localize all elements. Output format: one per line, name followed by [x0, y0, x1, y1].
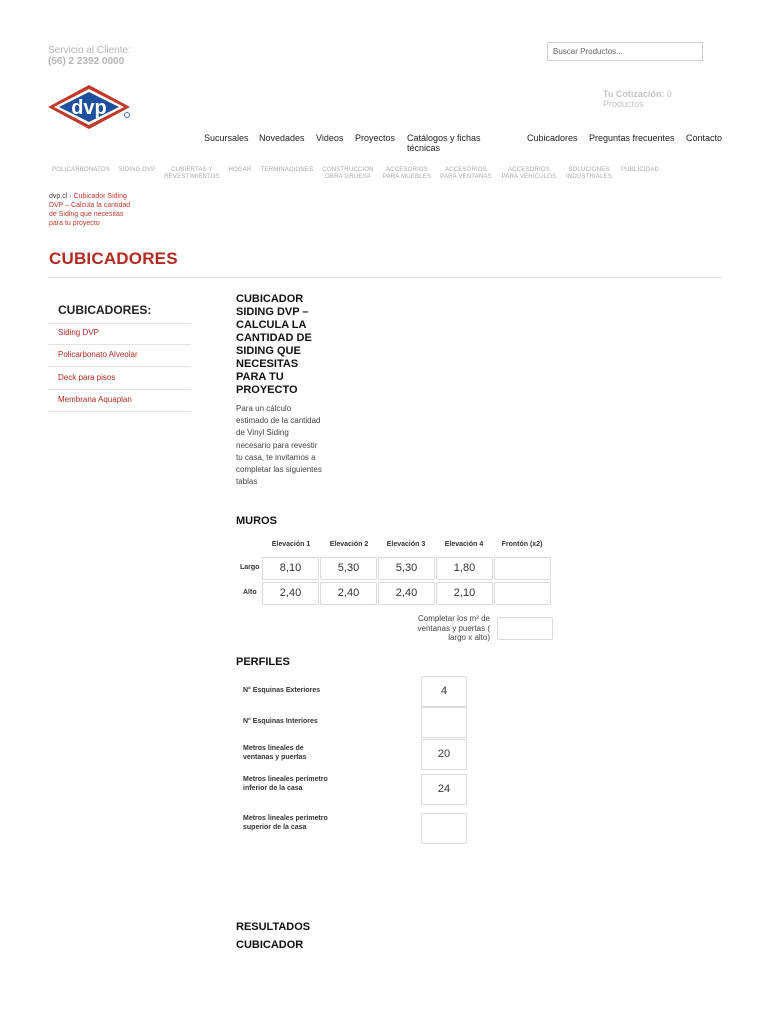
category-construccion[interactable]: CONSTRUCCION OBRA GRUESA	[322, 167, 374, 180]
category-publicidad[interactable]: PUBLICIDAD	[620, 167, 659, 173]
breadcrumb-home[interactable]: dvp.cl	[49, 193, 68, 200]
sidebar-divider	[48, 344, 191, 345]
nav-novedades[interactable]: Novedades	[259, 133, 305, 143]
nav-sucursales[interactable]: Sucursales	[204, 133, 249, 143]
sidebar-divider	[48, 389, 191, 390]
esquinas-exteriores-label: N° Esquinas Exteriores	[243, 687, 321, 694]
breadcrumb-separator: ›	[69, 193, 72, 200]
ventanas-puertas-input[interactable]: 20	[421, 739, 467, 770]
nav-proyectos[interactable]: Proyectos	[355, 133, 396, 143]
quote-unit: Productos	[603, 99, 644, 109]
nav-contacto[interactable]: Contacto	[686, 133, 723, 143]
alto-fronton-input[interactable]	[494, 582, 551, 605]
breadcrumb-current: Siding DVP – Calcula la cantidad de Siding que necesitas para tu proyecto	[49, 193, 131, 227]
quote-count: 0	[666, 89, 672, 99]
column-header: Frontón (x2)	[501, 541, 543, 548]
dvp-logo[interactable]	[46, 83, 132, 131]
column-header: Elevación 3	[386, 541, 426, 548]
sidebar-item-siding-dvp[interactable]: Siding DVP	[58, 328, 99, 337]
ventanas-puertas-label: Metros lineales de ventanas y puertas	[243, 745, 307, 761]
category-siding-dvp[interactable]: SIDING DVP	[118, 167, 156, 173]
esquinas-interiores-input[interactable]	[421, 707, 467, 738]
perimetro-superior-input[interactable]	[421, 813, 467, 844]
sidebar-divider	[48, 411, 191, 412]
calculator-intro: Para un cálculo estimado de la cantidad de Vinyl Siding necesario para revestir tu casa, te invitamos a completar las siguientes tablas	[236, 404, 322, 487]
largo-elevacion-4-input[interactable]: 1,80	[436, 557, 493, 580]
column-header: Elevación 4	[444, 541, 484, 548]
sidebar-divider	[48, 323, 191, 324]
category-terminaciones[interactable]: TERMINACIONES	[260, 167, 314, 173]
column-header: Elevación 1	[271, 541, 311, 548]
category-cubiertas[interactable]: CUBIERTAS Y REVESTIMIENTOS	[164, 167, 220, 180]
category-soluciones-industriales[interactable]: SOLUCIONES INDUSTRIALES	[565, 167, 613, 180]
largo-elevacion-3-input[interactable]: 5,30	[378, 557, 435, 580]
quote-label: Tu Cotización:	[603, 89, 665, 99]
customer-service	[48, 45, 131, 67]
column-header: Elevación 2	[329, 541, 369, 548]
logo-text: dvp	[71, 97, 107, 119]
sidebar-item-deck[interactable]: Deck para pisos	[58, 373, 116, 382]
category-accesorios-vehiculos[interactable]: ACCESORIOS PARA VEHICULOS	[501, 167, 557, 180]
sidebar-divider	[48, 366, 191, 367]
perimetro-inferior-label: Metros lineales perímetro inferior de la casa	[243, 776, 328, 792]
esquinas-interiores-label: N° Esquinas Interiores	[243, 718, 318, 725]
calculator-title: CUBICADOR SIDING DVP – CALCULA LA CANTIDAD DE SIDING QUE NECESITAS PARA TU PROYECTO	[236, 293, 312, 396]
nav-preguntas-frecuentes[interactable]: Preguntas frecuentes	[589, 133, 675, 143]
sidebar-item-membrana[interactable]: Membrana Aquaplan	[58, 395, 132, 404]
quote-summary[interactable]	[603, 89, 672, 109]
sidebar-item-policarbonato[interactable]: Policarbonato Alveolar	[58, 350, 138, 359]
alto-elevacion-3-input[interactable]: 2,40	[378, 582, 435, 605]
nav-catalogos[interactable]: Catálogos y fichas técnicas	[407, 133, 481, 153]
page-title: CUBICADORES	[49, 249, 178, 268]
nav-videos[interactable]: Videos	[316, 133, 344, 143]
openings-input[interactable]	[497, 617, 553, 640]
results-title	[236, 918, 310, 954]
results-title-line2: CUBICADOR	[236, 939, 304, 951]
category-hogar[interactable]: HOGAR	[228, 167, 252, 173]
sidebar-title: CUBICADORES:	[58, 303, 152, 317]
customer-service-label: Servicio al Cliente:	[48, 45, 131, 56]
esquinas-exteriores-input[interactable]: 4	[421, 676, 467, 707]
customer-service-phone[interactable]: (56) 2 2392 0000	[48, 56, 125, 67]
results-title-line1: RESULTADOS	[236, 921, 311, 933]
search-input[interactable]	[547, 42, 703, 61]
category-policarbonatos[interactable]: POLICARBONATOS	[52, 167, 110, 173]
breadcrumb-parent[interactable]: Cubicador	[73, 193, 106, 200]
category-accesorios-muebles[interactable]: ACCESORIOS PARA MUEBLES	[382, 167, 432, 180]
muros-title: MUROS	[236, 515, 277, 527]
perfiles-title: PERFILES	[236, 656, 290, 668]
largo-elevacion-2-input[interactable]: 5,30	[320, 557, 377, 580]
category-accesorios-ventanas[interactable]: ACCESORIOS PARA VENTANAS	[440, 167, 492, 180]
row-label-largo: Largo	[240, 564, 260, 571]
perimetro-superior-label: Metros lineales perímetro superior de la casa	[243, 815, 328, 831]
breadcrumb	[49, 192, 139, 228]
largo-elevacion-1-input[interactable]: 8,10	[262, 557, 319, 580]
nav-cubicadores[interactable]: Cubicadores	[527, 133, 578, 143]
alto-elevacion-2-input[interactable]: 2,40	[320, 582, 377, 605]
largo-fronton-input[interactable]	[494, 557, 551, 580]
alto-elevacion-4-input[interactable]: 2,10	[436, 582, 493, 605]
title-divider	[48, 277, 722, 278]
perimetro-inferior-input[interactable]: 24	[421, 774, 467, 805]
alto-elevacion-1-input[interactable]: 2,40	[262, 582, 319, 605]
row-label-alto: Alto	[243, 589, 257, 596]
openings-label: Completar los m² de ventanas y puertas ( largo x alto)	[417, 614, 490, 642]
